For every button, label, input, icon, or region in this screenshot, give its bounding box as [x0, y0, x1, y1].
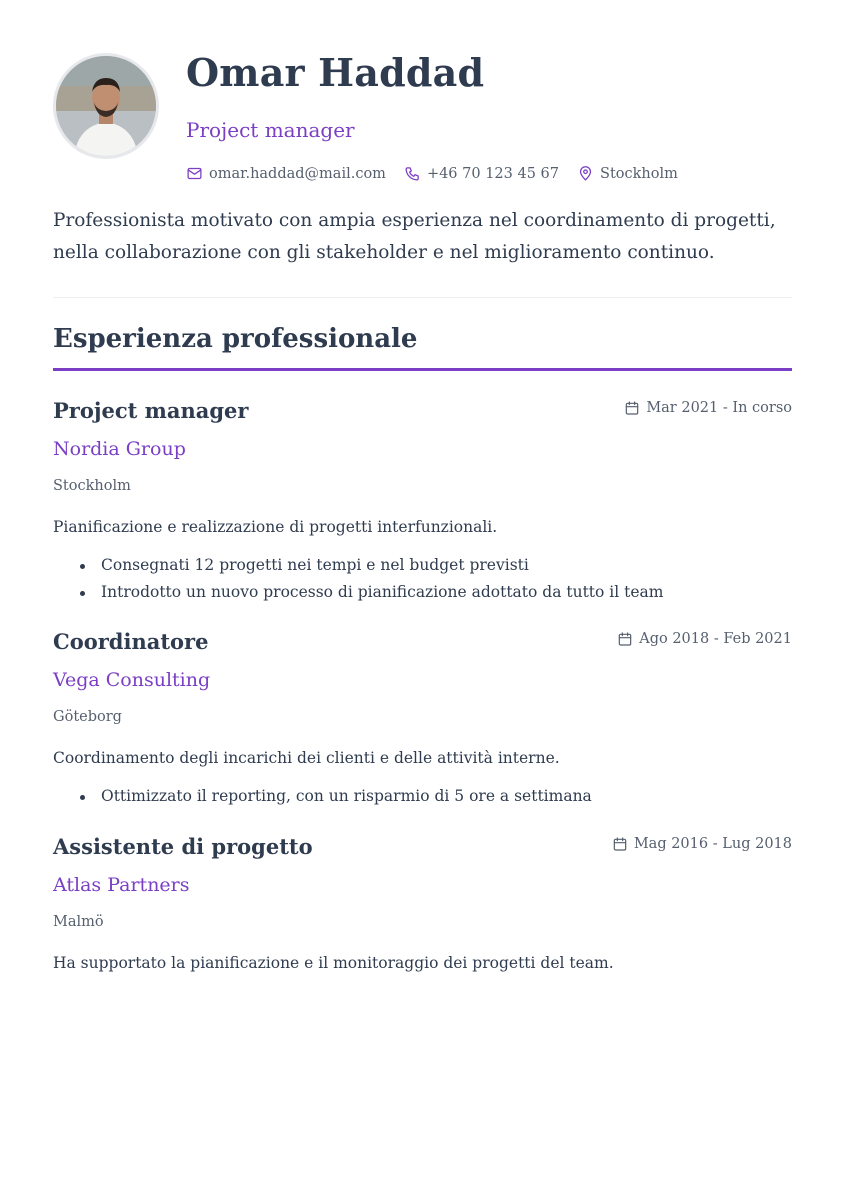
contact-list	[186, 165, 678, 182]
profile-summary: Professionista motivato con ampia esperienza nel coordinamento di progetti, nella collaborazione con gli stakeholder e nel miglioramento continuo.	[53, 210, 776, 263]
job-location: Göteborg	[53, 709, 122, 725]
list-item: Consegnati 12 progetti nei tempi e nel budget previsti	[53, 552, 663, 579]
job-title: Coordinatore	[53, 629, 209, 654]
company-name: Vega Consulting	[53, 669, 211, 691]
job-dates	[612, 836, 792, 852]
map-pin-icon	[577, 165, 594, 182]
phone-text: +46 70 123 45 67	[426, 165, 560, 182]
job-dates-text: Mar 2021 - In corso	[646, 400, 792, 416]
mail-icon	[186, 165, 203, 182]
company-name: Atlas Partners	[53, 874, 190, 896]
contact-email[interactable]	[186, 165, 386, 182]
section-title-experience: Esperienza professionale	[53, 324, 418, 354]
job-achievements	[53, 783, 592, 810]
job-dates	[624, 400, 792, 416]
job-dates	[617, 631, 792, 647]
list-item: Ottimizzato il reporting, con un risparmio di 5 ore a settimana	[53, 783, 592, 810]
job-achievements	[53, 552, 663, 606]
header-divider	[53, 297, 792, 298]
section-rule	[53, 368, 792, 371]
list-item: Introdotto un nuovo processo di pianificazione adottato da tutto il team	[53, 579, 663, 606]
job-location: Stockholm	[53, 478, 131, 494]
contact-city	[577, 165, 678, 182]
calendar-icon	[624, 400, 640, 416]
phone-icon	[404, 165, 421, 182]
company-name: Nordia Group	[53, 438, 186, 460]
job-description: Pianificazione e realizzazione di progetti interfunzionali.	[53, 518, 498, 536]
job-dates-text: Mag 2016 - Lug 2018	[633, 836, 792, 852]
candidate-role: Project manager	[186, 118, 355, 142]
city-text: Stockholm	[600, 165, 678, 182]
contact-phone[interactable]	[404, 165, 559, 182]
job-dates-text: Ago 2018 - Feb 2021	[639, 631, 792, 647]
candidate-name: Omar Haddad	[186, 50, 485, 95]
email-text: omar.haddad@mail.com	[209, 165, 386, 182]
job-title: Project manager	[53, 398, 249, 423]
calendar-icon	[612, 836, 628, 852]
job-description: Coordinamento degli incarichi dei clienti e delle attività interne.	[53, 749, 560, 767]
job-title: Assistente di progetto	[53, 834, 313, 859]
job-description: Ha supportato la pianificazione e il monitoraggio dei progetti del team.	[53, 954, 614, 972]
calendar-icon	[617, 631, 633, 647]
avatar	[53, 53, 159, 159]
job-location: Malmö	[53, 914, 104, 930]
avatar-photo	[56, 56, 156, 156]
